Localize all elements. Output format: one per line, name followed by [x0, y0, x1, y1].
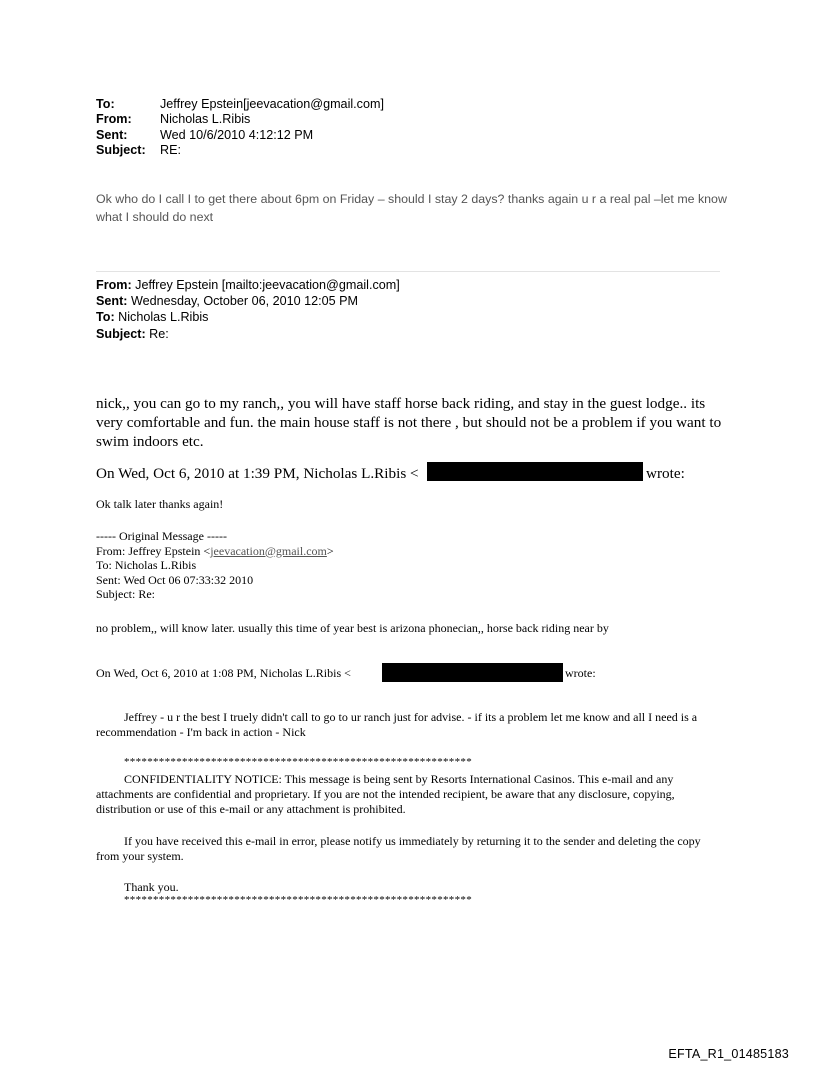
from-row: [96, 112, 384, 127]
stars-bottom: ************************************************************: [124, 894, 472, 906]
quoted-header: [96, 277, 400, 342]
sent-row: [96, 128, 384, 143]
quoted-from-label: From:: [96, 278, 132, 292]
no-problem-line: no problem,, will know later. usually this time of year best is arizona phonecian,, horse back riding near by: [96, 621, 609, 635]
original-message-block: [96, 529, 334, 602]
on-wed-line-2: [96, 666, 736, 682]
quoted-from-value: Jeffrey Epstein [mailto:jeevacation@gmail.com]: [131, 278, 400, 292]
on-wed-2-suffix: wrote:: [565, 666, 596, 680]
quoted-from-row: [96, 277, 400, 293]
quoted-to-value: Nicholas L.Ribis: [114, 310, 209, 325]
original-from-email-link[interactable]: jeevacation@gmail.com: [210, 543, 327, 558]
confidentiality-notice: CONFIDENTIALITY NOTICE: This message is being sent by Resorts International Casinos. This e-mail and any attachments are confidential and proprietary. If you are not the intended recipient, be aware that any disclosure, copying, distribution or use of this e-mail or any attachment is prohibited.: [96, 772, 675, 817]
redaction-block-2: [382, 663, 563, 682]
on-wed-line-1: [96, 464, 736, 484]
quoted-subject-label: Subject:: [96, 326, 146, 341]
original-message-divider: ----- Original Message -----: [96, 529, 227, 543]
divider-line: [96, 271, 720, 272]
on-wed-2-prefix: On Wed, Oct 6, 2010 at 1:08 PM, Nicholas L.Ribis <: [96, 666, 351, 680]
original-subject-line: Subject: Re:: [96, 587, 155, 602]
original-sent-line: Sent: Wed Oct 06 07:33:32 2010: [96, 572, 254, 587]
sent-label: Sent:: [96, 127, 128, 142]
thank-you: Thank you.: [124, 880, 179, 894]
to-label: To:: [96, 97, 115, 111]
subject-value: RE:: [160, 143, 181, 158]
subject-label: Subject:: [96, 143, 146, 158]
document-id: EFTA_R1_01485183: [668, 1047, 789, 1061]
on-wed-1-prefix: On Wed, Oct 6, 2010 at 1:39 PM, Nicholas L.Ribis <: [96, 465, 419, 482]
original-to-line: To: Nicholas L.Ribis: [96, 558, 197, 573]
stars-top: ************************************************************: [124, 756, 472, 768]
ok-talk-line: Ok talk later thanks again!: [96, 497, 224, 511]
to-value: Jeffrey Epstein[jeevacation@gmail.com]: [160, 97, 384, 111]
ribis-message: Jeffrey - u r the best I truely didn't call to go to ur ranch just for advise. - if its a problem let me know and all I need is a recommendation - I'm back in action - Nick: [96, 710, 698, 740]
original-from-line: [96, 544, 334, 559]
from-label: From:: [96, 112, 132, 127]
reply-body: Ok who do I call I to get there about 6pm on Friday – should I stay 2 days? thanks again u r a real pal –let me know what I should do next: [96, 192, 727, 224]
quoted-subject-row: [96, 326, 400, 342]
sent-value: Wed 10/6/2010 4:12:12 PM: [160, 127, 314, 142]
quoted-sent-label: Sent:: [96, 294, 128, 309]
quoted-sent-value: Wednesday, October 06, 2010 12:05 PM: [127, 294, 359, 309]
from-value: Nicholas L.Ribis: [160, 112, 251, 127]
to-row: [96, 97, 384, 112]
on-wed-1-suffix: wrote:: [646, 465, 685, 482]
received-error-notice: If you have received this e-mail in error, please notify us immediately by returning it to the sender and deleting the copy from your system.: [96, 834, 701, 864]
quoted-to-row: [96, 309, 400, 325]
original-from-suffix: >: [326, 543, 334, 558]
original-from-prefix: From: Jeffrey Epstein <: [96, 543, 211, 558]
epstein-message: nick,, you can go to my ranch,, you will have staff horse back riding, and stay in the guest lodge.. its very comfortable and fun. the main house staff is not there , but should not be a problem if you want to swim indoors etc.: [96, 395, 722, 450]
quoted-sent-row: [96, 293, 400, 309]
subject-row: [96, 143, 384, 158]
email-header: [96, 97, 384, 159]
quoted-to-label: To:: [96, 310, 115, 325]
redaction-block-1: [427, 462, 643, 481]
quoted-subject-value: Re:: [145, 326, 169, 341]
